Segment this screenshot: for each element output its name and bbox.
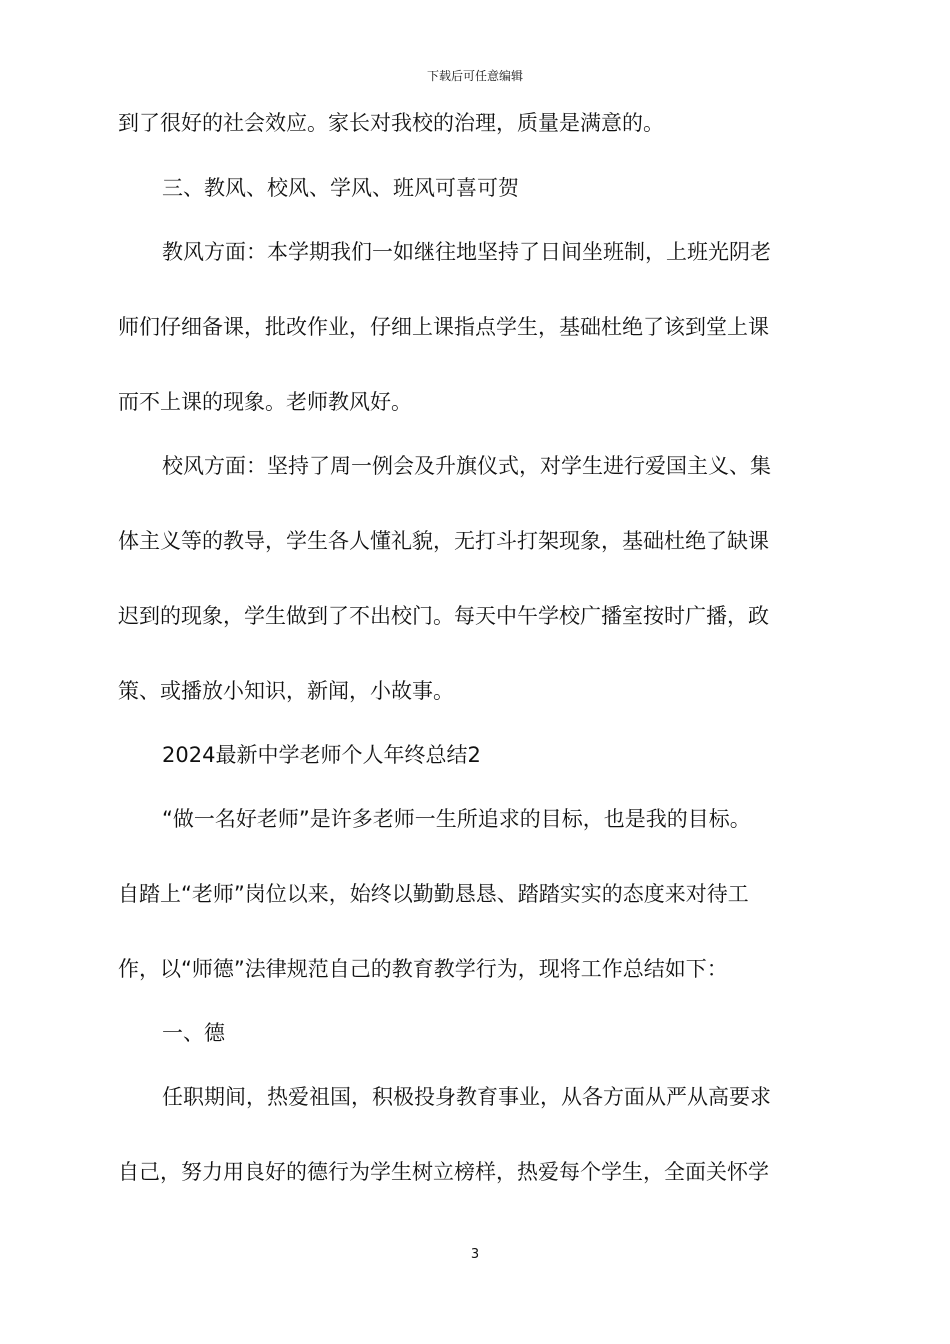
text-line: 师们仔细备课，批改作业，仔细上课指点学生，基础杜绝了该到堂上课: [118, 315, 769, 339]
text-line: 教风方面：本学期我们一如继往地坚持了日间坐班制，上班光阴老: [162, 240, 771, 264]
header-note: 下载后可任意编辑: [426, 69, 523, 83]
text-line: 而不上课的现象。老师教风好。: [118, 390, 412, 414]
section-heading: 一、德: [162, 1021, 225, 1045]
text-line: 自己，努力用良好的德行为学生树立榜样，热爱每个学生，全面关怀学: [118, 1160, 769, 1184]
text-line: 作，以“师德”法律规范自己的教育教学行为，现将工作总结如下：: [118, 957, 728, 981]
page-number: 3: [470, 1247, 480, 1262]
text-line: 校风方面：坚持了周一例会及升旗仪式，对学生进行爱国主义、集: [162, 454, 771, 478]
text-line: 任职期间，热爱祖国，积极投身教育事业，从各方面从严从高要求: [162, 1085, 771, 1109]
text-line: 策、或播放小知识，新闻，小故事。: [118, 679, 454, 703]
section-heading: 三、教风、校风、学风、班风可喜可贺: [162, 176, 519, 200]
text-line: 体主义等的教导，学生各人懂礼貌，无打斗打架现象，基础杜绝了缺课: [118, 529, 769, 553]
text-line: 迟到的现象，学生做到了不出校门。每天中午学校广播室按时广播，政: [118, 604, 769, 628]
text-line: “做一名好老师”是许多老师一生所追求的目标，也是我的目标。: [162, 807, 751, 831]
text-line: 自踏上“老师”岗位以来，始终以勤勤恳恳、踏踏实实的态度来对待工: [118, 882, 749, 906]
text-line: 到了很好的社会效应。家长对我校的治理，质量是满意的。: [118, 111, 664, 135]
article-title: 2024最新中学老师个人年终总结2: [162, 743, 481, 767]
